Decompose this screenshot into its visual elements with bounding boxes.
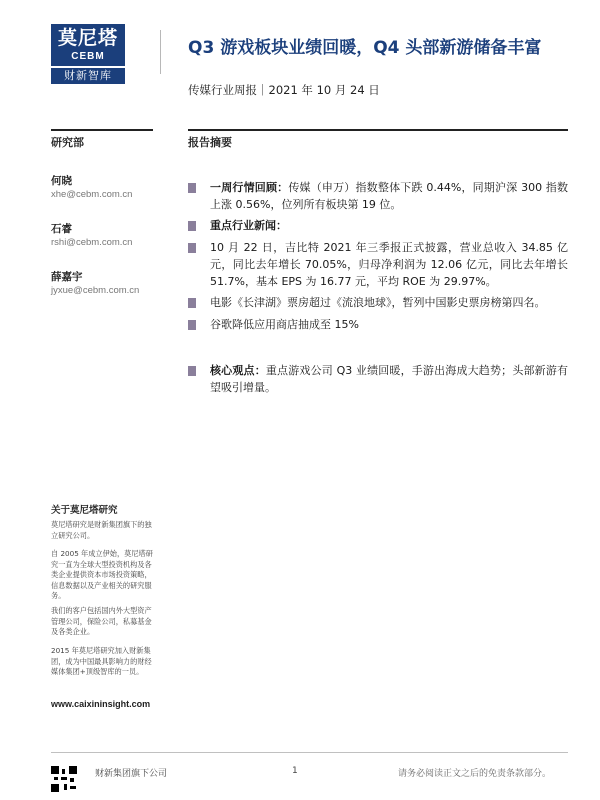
about-paragraph xyxy=(51,520,153,541)
about-text: 莫尼塔研究是财新集团旗下的独立研究公司。 xyxy=(51,520,152,540)
bullet-icon xyxy=(188,183,196,193)
summary-label: 报告摘要 xyxy=(188,136,232,149)
about-text: 我们的客户包括国内外大型资产管理公司，保险公司，私募基金及各类企业。 xyxy=(51,606,152,636)
about-text: 2015 年莫尼塔研究加入财新集团，成为中国最具影响力的财经媒体集团+顶级智库的一员。 xyxy=(51,646,152,676)
analyst-card xyxy=(51,174,161,201)
core-view-label: 核心观点： xyxy=(210,364,266,377)
weekly-review-label: 一周行情回顾： xyxy=(210,181,289,194)
about-paragraph xyxy=(51,646,153,678)
footer-rule xyxy=(51,752,568,753)
weekly-review xyxy=(210,179,568,213)
about-title: 关于莫尼塔研究 xyxy=(51,505,118,516)
analyst-name: 何晓 xyxy=(51,175,72,187)
news-item: 谷歌降低应用商店抽成至 15% xyxy=(210,318,359,331)
analyst-email[interactable]: jyxue@cebm.com.cn xyxy=(51,285,140,296)
about-text: 自 2005 年成立伊始，莫尼塔研究一直为全球大型投资机构及各类企业提供资本市场投资策略，信息数据以及产业相关的研究服务。 xyxy=(51,549,153,600)
summary-rule xyxy=(188,129,568,131)
news-item: 10 月 22 日，吉比特 2021 年三季报正式披露，营业总收入 34.85 亿元，同比去年增长 70.05%，归母净利润为 12.06 亿元，同比去年增长 51.7%，基本 EPS 为 16.77 元，平均 ROE 为 29.97%。 xyxy=(210,241,568,288)
bullet-icon xyxy=(188,243,196,253)
analyst-card xyxy=(51,270,161,297)
bullet-icon xyxy=(188,366,196,376)
website-link[interactable]: www.caixininsight.com xyxy=(51,699,151,709)
weekly-review-text: 传媒（申万）指数整体下跌 0.44%，同期沪深 300 指数上涨 0.56%，位列所有板块第 19 位。 xyxy=(210,181,568,211)
analyst-email[interactable]: rshi@cebm.com.cn xyxy=(51,237,133,248)
about-paragraph xyxy=(51,606,153,638)
bullet-icon xyxy=(188,298,196,308)
analyst-name: 薛嘉宇 xyxy=(51,271,83,283)
header-divider xyxy=(160,30,161,74)
analyst-card xyxy=(51,222,161,249)
analyst-email[interactable]: xhe@cebm.com.cn xyxy=(51,189,133,200)
report-subtitle: 传媒行业周报｜2021 年 10 月 24 日 xyxy=(188,83,380,97)
sidebar-rule xyxy=(51,129,153,131)
logo-name-cn: 莫尼塔 xyxy=(57,27,118,49)
bullet-icon xyxy=(188,320,196,330)
cebm-logo xyxy=(51,24,125,84)
logo-mark xyxy=(51,24,125,66)
core-view-text: 重点游戏公司 Q3 业绩回暖，手游出海成大趋势；头部新游有望吸引增量。 xyxy=(210,364,569,394)
logo-tagline: 财新智库 xyxy=(51,68,125,84)
logo-name-en: CEBM xyxy=(71,51,105,62)
qr-code-icon xyxy=(51,766,77,792)
analyst-name: 石睿 xyxy=(51,223,72,235)
bullet-icon xyxy=(188,221,196,231)
report-title: Q3 游戏板块业绩回暖，Q4 头部新游储备丰富 xyxy=(188,38,542,58)
news-item: 电影《长津湖》票房超过《流浪地球》，暂列中国影史票房榜第四名。 xyxy=(210,296,546,309)
about-paragraph xyxy=(51,549,153,602)
footer-disclaimer: 请务必阅读正文之后的免责条款部分。 xyxy=(398,769,552,779)
industry-news-heading xyxy=(210,217,568,234)
research-dept-label: 研究部 xyxy=(51,136,84,149)
core-view xyxy=(210,362,568,396)
industry-news-label: 重点行业新闻： xyxy=(210,219,287,232)
page-number: 1 xyxy=(292,766,298,776)
footer-company: 财新集团旗下公司 xyxy=(95,769,168,779)
